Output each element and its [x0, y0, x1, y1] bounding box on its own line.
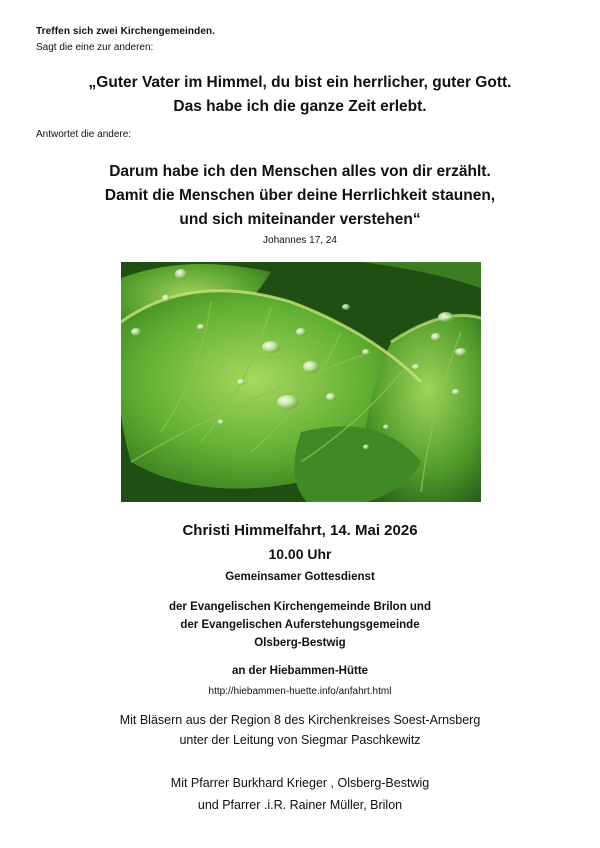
event-service: Gemeinsamer Gottesdienst: [225, 571, 375, 583]
event-date: Christi Himmelfahrt, 14. Mai 2026: [182, 522, 418, 539]
music-line: unter der Leitung von Siegmar Paschkewitz: [179, 733, 421, 747]
event-hosts: [0, 598, 600, 652]
event-host-line: der Evangelischen Auferstehungsgemeinde: [180, 619, 420, 631]
bible-reference: Johannes 17, 24: [263, 235, 337, 246]
quote-two-line: Damit die Menschen über deine Herrlichkeit staunen,: [104, 187, 496, 204]
pastor-line: Mit Pfarrer Burkhard Krieger , Olsberg-Bestwig: [170, 776, 430, 790]
event-host-line: der Evangelischen Kirchengemeinde Brilon und: [168, 601, 431, 613]
event-location: an der Hiebammen-Hütte: [231, 665, 369, 677]
leaf-photo-graphic: [121, 262, 481, 502]
quote-two-line: Darum habe ich den Menschen alles von dir erzählt.: [109, 163, 491, 180]
music-info: [0, 710, 600, 750]
music-line: Mit Bläsern aus der Region 8 des Kirchenkreises Soest-Arnsberg: [119, 713, 481, 727]
event-host-line: Olsberg-Bestwig: [254, 637, 346, 649]
leaf-photo: [121, 262, 481, 502]
pastors-info: [0, 772, 600, 816]
quote-one-line: Das habe ich die ganze Zeit erlebt.: [173, 98, 427, 115]
intro-line: Sagt die eine zur anderen:: [36, 42, 154, 53]
quote-one-line: „Guter Vater im Himmel, du bist ein herrlicher, guter Gott.: [88, 74, 512, 91]
intro-heading: Treffen sich zwei Kirchengemeinden.: [36, 26, 216, 37]
event-url-link[interactable]: http://hiebammen-huette.info/anfahrt.html: [208, 686, 392, 697]
quote-one: [0, 71, 600, 119]
event-time: 10.00 Uhr: [268, 546, 332, 562]
answer-label: Antwortet die andere:: [36, 129, 132, 140]
pastor-line: und Pfarrer .i.R. Rainer Müller, Brilon: [197, 798, 403, 812]
quote-two: [0, 160, 600, 232]
quote-two-line: und sich miteinander verstehen“: [179, 211, 421, 228]
